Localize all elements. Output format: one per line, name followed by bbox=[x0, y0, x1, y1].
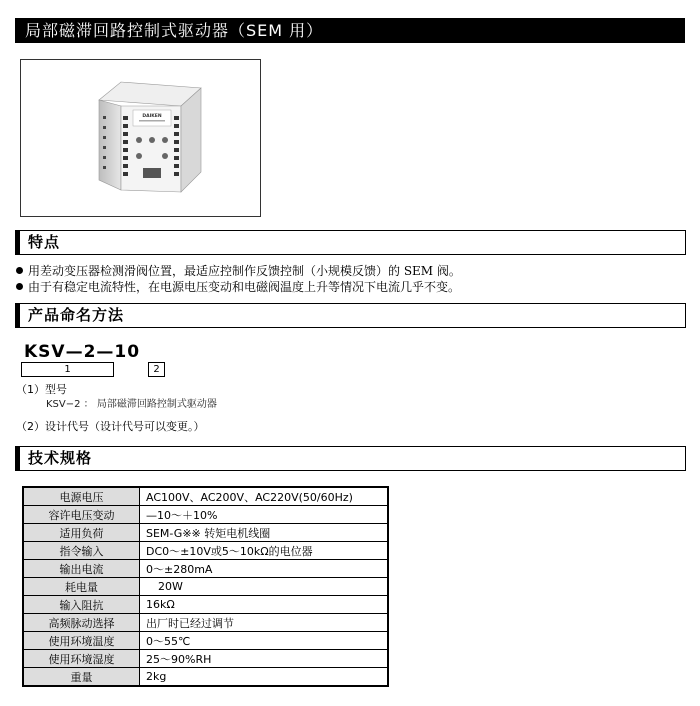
spec-key: 耗电量 bbox=[23, 578, 140, 596]
spec-value: 0～55℃ bbox=[140, 632, 389, 650]
spec-key: 指令输入 bbox=[23, 542, 140, 560]
table-row bbox=[23, 632, 388, 650]
specs-heading: 技术规格 bbox=[28, 449, 93, 467]
spec-key: 适用负荷 bbox=[23, 524, 140, 542]
bullet-icon bbox=[16, 283, 23, 290]
spec-key: 容许电压变动 bbox=[23, 506, 140, 524]
page-title: 局部磁滞回路控制式驱动器（SEM 用） bbox=[25, 21, 324, 40]
features-heading: 特点 bbox=[28, 233, 61, 251]
spec-value: SEM-G※※ 转矩电机线圈 bbox=[140, 524, 389, 542]
spec-value: 25～90%RH bbox=[140, 650, 389, 668]
naming-header bbox=[15, 303, 686, 328]
table-row bbox=[23, 506, 388, 524]
feature-item bbox=[16, 262, 461, 279]
spec-value: 0～±280mA bbox=[140, 560, 389, 578]
table-row bbox=[23, 668, 388, 687]
spec-key: 使用环境温度 bbox=[23, 632, 140, 650]
table-row bbox=[23, 596, 388, 614]
model-code: KSV—2—10 bbox=[24, 342, 141, 362]
spec-key: 输出电流 bbox=[23, 560, 140, 578]
table-row bbox=[23, 614, 388, 632]
spec-value: AC100V、AC200V、AC220V(50/60Hz) bbox=[140, 487, 389, 506]
feature-text: 由于有稳定电流特性，在电源电压变动和电磁阀温度上升等情况下电流几乎不变。 bbox=[28, 280, 461, 294]
naming-heading: 产品命名方法 bbox=[28, 306, 125, 324]
naming-item-1-title: （1）型号 bbox=[16, 383, 67, 396]
spec-value: 2kg bbox=[140, 668, 389, 687]
spec-key: 重量 bbox=[23, 668, 140, 687]
table-row bbox=[23, 578, 388, 596]
table-row bbox=[23, 650, 388, 668]
spec-value: 16kΩ bbox=[140, 596, 389, 614]
spec-value: —10～＋10% bbox=[140, 506, 389, 524]
spec-key: 电源电压 bbox=[23, 487, 140, 506]
features-header bbox=[15, 230, 686, 255]
naming-item-1-desc: KSV−2 ： 局部磁滞回路控制式驱动器 bbox=[46, 399, 217, 410]
spec-key: 输入阻抗 bbox=[23, 596, 140, 614]
spec-key: 高频脉动选择 bbox=[23, 614, 140, 632]
table-row bbox=[23, 487, 388, 506]
bullet-icon bbox=[16, 267, 23, 274]
code-part-box-1: 1 bbox=[21, 362, 114, 377]
spec-key: 使用环境湿度 bbox=[23, 650, 140, 668]
spec-value: 出厂时已经过调节 bbox=[140, 614, 389, 632]
table-row bbox=[23, 542, 388, 560]
product-illustration bbox=[21, 60, 260, 216]
product-photo bbox=[20, 59, 261, 217]
code-part-box-2: 2 bbox=[148, 362, 165, 377]
naming-item-2-title: （2）设计代号（设计代号可以变更。） bbox=[16, 420, 205, 433]
feature-item bbox=[16, 278, 460, 295]
spec-value: DC0～±10V或5～10kΩ的电位器 bbox=[140, 542, 389, 560]
table-row bbox=[23, 560, 388, 578]
spec-table bbox=[22, 486, 389, 687]
brand-text: DAIKEN bbox=[142, 114, 162, 119]
spec-value: 20W bbox=[140, 578, 389, 596]
table-row bbox=[23, 524, 388, 542]
feature-text: 用差动变压器检测滑阀位置，最适应控制作反馈控制（小规模反馈）的 SEM 阀。 bbox=[28, 264, 461, 278]
page-title-bar bbox=[15, 18, 685, 43]
specs-header bbox=[15, 446, 686, 471]
